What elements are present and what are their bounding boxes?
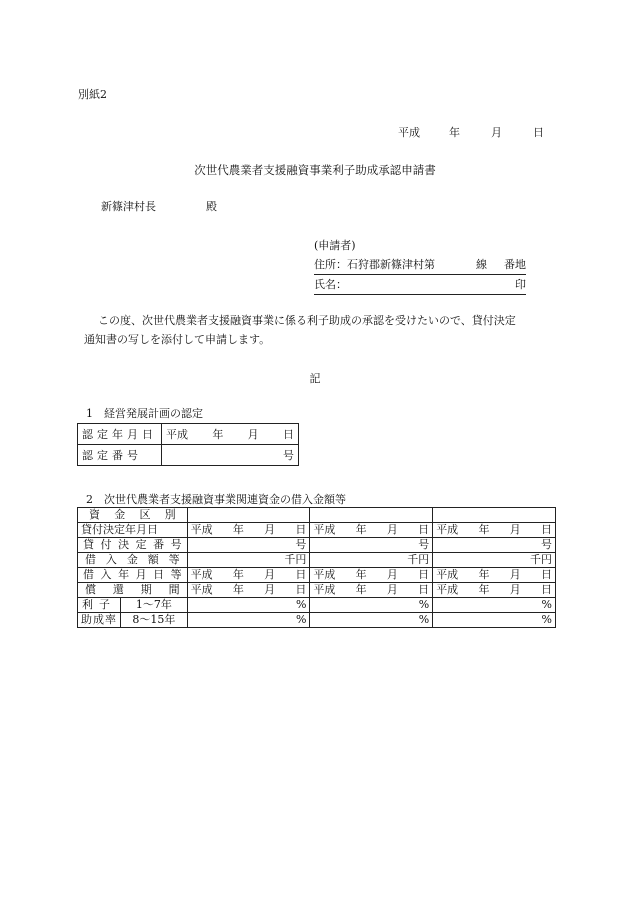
table-row	[78, 538, 556, 553]
percent-unit: %	[541, 613, 552, 626]
year-unit: 年	[232, 523, 244, 536]
number-unit: 号	[541, 538, 552, 551]
month-unit: 月	[509, 583, 521, 596]
addressee-name: 新篠津村長	[101, 200, 156, 213]
subsidy-rate-cell[interactable]	[310, 598, 433, 613]
month-unit: 月	[386, 568, 398, 581]
body-line-2: 通知書の写しを添付して申請します。	[84, 333, 271, 346]
approval-date-field[interactable]	[162, 424, 299, 445]
section1-heading: 1 経営発展計画の認定	[86, 407, 203, 420]
percent-unit: %	[418, 613, 430, 626]
table-row	[78, 424, 299, 445]
interest-period-1-label: 1〜7年	[121, 598, 188, 613]
loan-decision-number-cell[interactable]	[433, 538, 556, 553]
loan-amount-table	[77, 507, 556, 628]
form-code: 別紙2	[78, 88, 107, 101]
percent-unit: %	[295, 613, 307, 626]
address-label: 住所：石狩郡新篠津村第	[314, 258, 435, 271]
subsidy-rate-cell[interactable]	[433, 613, 556, 628]
day-unit: 日	[418, 523, 430, 536]
applicant-block	[314, 236, 526, 295]
year-unit: 年	[355, 568, 367, 581]
thousand-yen-unit: 千円	[284, 553, 307, 566]
plan-approval-table	[77, 423, 299, 466]
date-day: 日	[533, 126, 544, 139]
loan-date-cell[interactable]	[310, 568, 433, 583]
year-unit: 年	[232, 583, 244, 596]
loan-amount-label: 借 入 金 額 等	[78, 553, 188, 568]
loan-decision-number-cell[interactable]	[187, 538, 310, 553]
year-unit: 年	[232, 568, 244, 581]
seal-mark: 印	[515, 278, 526, 291]
loan-date-label: 借 入 年 月 日 等	[78, 568, 188, 583]
era-unit: 平成	[436, 568, 459, 581]
month-unit: 月	[264, 568, 276, 581]
subsidy-rate-cell[interactable]	[433, 598, 556, 613]
address-line-unit: 線	[476, 258, 487, 271]
month-unit: 月	[386, 523, 398, 536]
month-unit: 月	[386, 583, 398, 596]
section2-heading: 2 次世代農業者支援融資事業関連資金の借入金額等	[86, 493, 346, 506]
day-unit: 日	[295, 523, 307, 536]
applicant-label: (申請者)	[314, 239, 356, 252]
month-unit: 月	[247, 428, 259, 441]
day-unit: 日	[295, 568, 307, 581]
table-row	[78, 445, 299, 466]
fund-type-cell[interactable]	[310, 508, 433, 523]
loan-amount-cell[interactable]	[433, 553, 556, 568]
repayment-period-cell[interactable]	[310, 583, 433, 598]
thousand-yen-unit: 千円	[530, 553, 552, 566]
body-line-1: この度、次世代農業者支援融資事業に係る利子助成の承認を受けたいので、貸付決定	[98, 314, 516, 327]
loan-decision-date-cell[interactable]	[433, 523, 556, 538]
addressee-honorific: 殿	[206, 200, 217, 213]
approval-number-label: 認定番号	[78, 445, 162, 466]
era-unit: 平成	[190, 583, 213, 596]
table-row	[78, 568, 556, 583]
table-row	[78, 598, 556, 613]
interest-label: 利子	[78, 598, 121, 613]
day-unit: 日	[418, 583, 430, 596]
approval-number-field[interactable]	[162, 445, 299, 466]
year-unit: 年	[478, 583, 490, 596]
fund-type-cell[interactable]	[187, 508, 310, 523]
era-unit: 平成	[313, 583, 336, 596]
era-unit: 平成	[313, 523, 336, 536]
repayment-period-cell[interactable]	[187, 583, 310, 598]
number-unit: 号	[418, 538, 430, 551]
addressee	[101, 198, 217, 214]
month-unit: 月	[264, 523, 276, 536]
day-unit: 日	[295, 583, 307, 596]
era-unit: 平成	[436, 583, 459, 596]
day-unit: 日	[540, 523, 552, 536]
loan-date-cell[interactable]	[433, 568, 556, 583]
repayment-period-label: 償 還 期 間	[78, 583, 188, 598]
year-unit: 年	[478, 523, 490, 536]
year-unit: 年	[355, 523, 367, 536]
repayment-period-cell[interactable]	[433, 583, 556, 598]
year-unit: 年	[355, 583, 367, 596]
percent-unit: %	[418, 598, 430, 611]
era-unit: 平成	[190, 523, 213, 536]
approval-date-label: 認定年月日	[78, 424, 162, 445]
date-year: 年	[449, 126, 460, 139]
subsidy-rate-label: 助成率	[78, 613, 121, 628]
loan-amount-cell[interactable]	[187, 553, 310, 568]
month-unit: 月	[509, 568, 521, 581]
percent-unit: %	[541, 598, 552, 611]
era-unit: 平成	[166, 428, 188, 441]
number-unit: 号	[283, 449, 294, 462]
day-unit: 日	[540, 583, 552, 596]
loan-decision-date-label: 貸付決定年月日	[78, 523, 188, 538]
date-era: 平成	[398, 126, 420, 139]
loan-decision-number-label: 貸 付 決 定 番 号	[78, 538, 188, 553]
loan-decision-date-cell[interactable]	[187, 523, 310, 538]
day-unit: 日	[418, 568, 430, 581]
loan-date-cell[interactable]	[187, 568, 310, 583]
percent-unit: %	[295, 598, 307, 611]
subsidy-rate-cell[interactable]	[187, 613, 310, 628]
day-unit: 日	[540, 568, 552, 581]
table-row	[78, 613, 556, 628]
date-month: 月	[491, 126, 502, 139]
table-row	[78, 583, 556, 598]
loan-decision-number-cell[interactable]	[310, 538, 433, 553]
table-row	[78, 523, 556, 538]
fund-type-cell[interactable]	[433, 508, 556, 523]
month-unit: 月	[509, 523, 521, 536]
era-unit: 平成	[190, 568, 213, 581]
subsidy-rate-cell[interactable]	[310, 613, 433, 628]
interest-period-2-label: 8〜15年	[121, 613, 188, 628]
fund-type-label: 資 金 区 別	[78, 508, 188, 523]
address-number-unit: 番地	[504, 258, 526, 271]
month-unit: 月	[264, 583, 276, 596]
loan-decision-date-cell[interactable]	[310, 523, 433, 538]
era-unit: 平成	[436, 523, 459, 536]
year-unit: 年	[478, 568, 490, 581]
address-field[interactable]	[314, 255, 526, 275]
document-title: 次世代農業者支援融資事業利子助成承認申請書	[194, 163, 436, 177]
name-label: 氏名：	[314, 278, 347, 291]
table-row	[78, 553, 556, 568]
day-unit: 日	[282, 428, 294, 441]
loan-amount-cell[interactable]	[310, 553, 433, 568]
subsidy-rate-cell[interactable]	[187, 598, 310, 613]
table-row	[78, 508, 556, 523]
name-field[interactable]	[314, 275, 526, 295]
application-date	[398, 124, 544, 140]
year-unit: 年	[212, 428, 224, 441]
number-unit: 号	[295, 538, 307, 551]
body-text	[78, 311, 558, 349]
ki-heading: 記	[309, 372, 321, 385]
thousand-yen-unit: 千円	[407, 553, 430, 566]
era-unit: 平成	[313, 568, 336, 581]
